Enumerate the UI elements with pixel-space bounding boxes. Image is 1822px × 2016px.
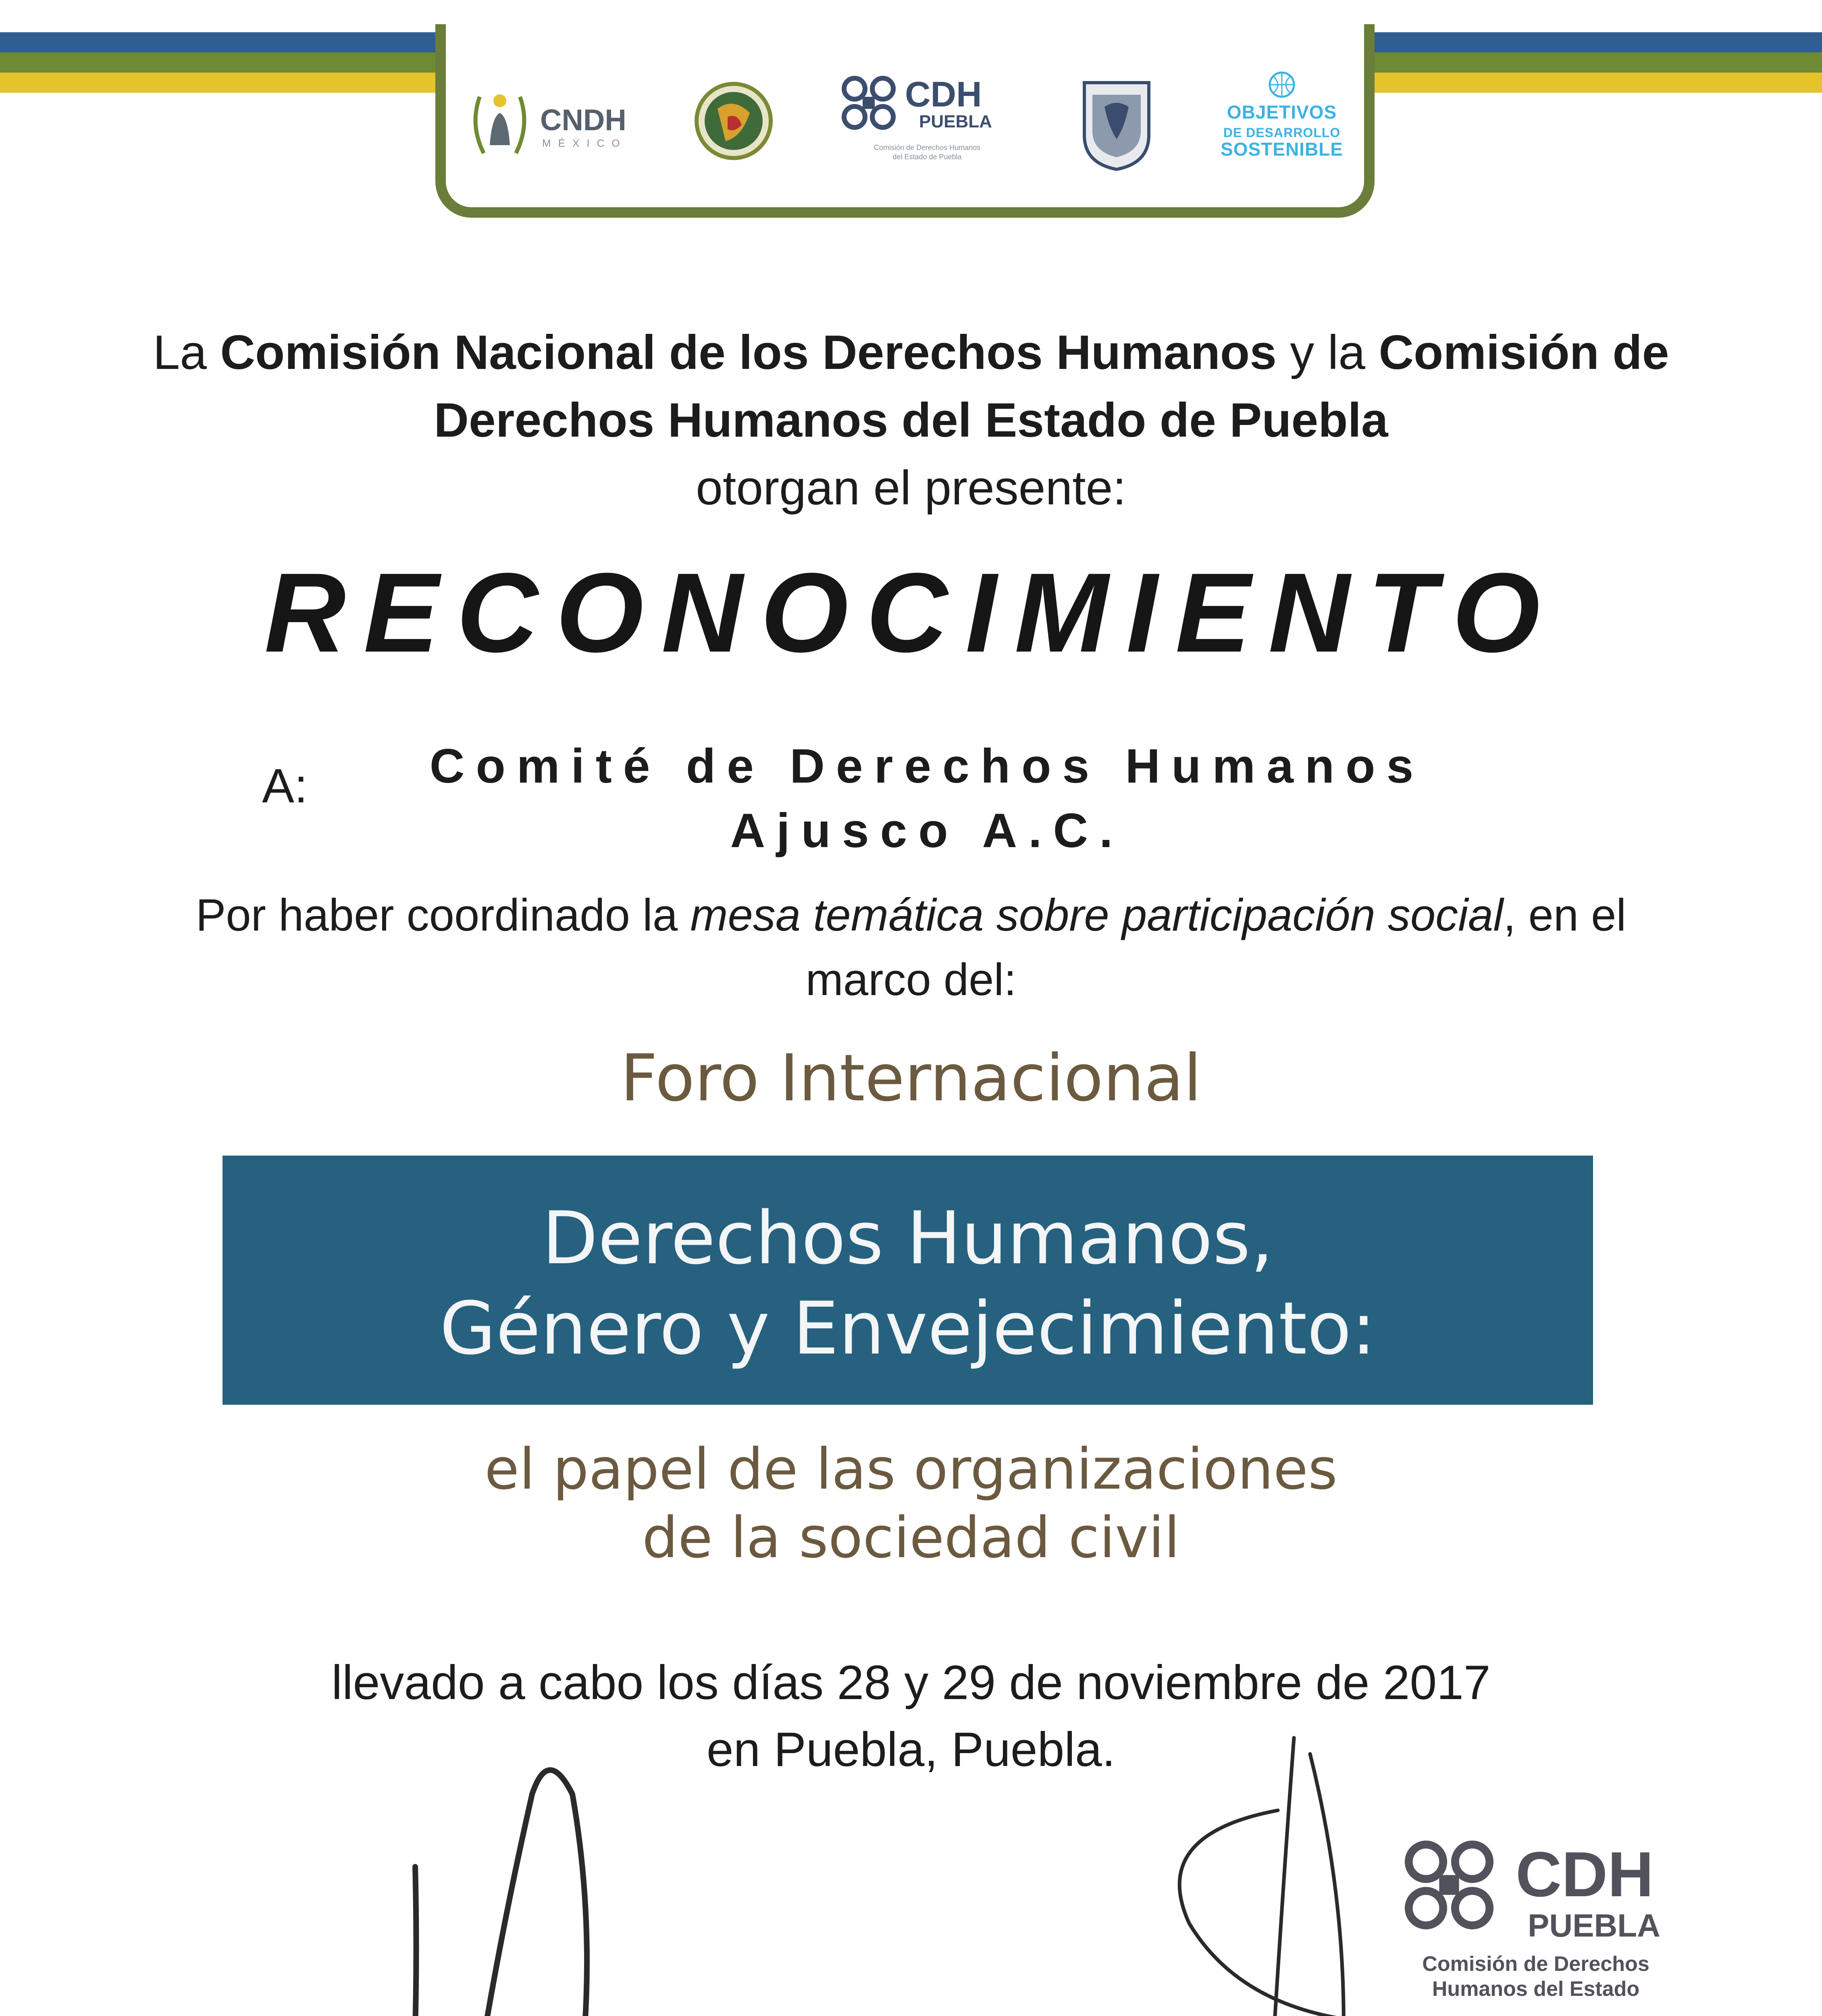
cdh-puebla-stamp (1399, 1831, 1673, 2016)
ods-logo (1213, 71, 1350, 171)
stamp-line-2: Humanos del Estado (1432, 1977, 1640, 2001)
intro-org1: Comisión Nacional de los Derechos Humanos (220, 325, 1277, 379)
ods-line-1: OBJETIVOS (1227, 102, 1337, 123)
forum-subtitle-line-2: de la sociedad civil (642, 1505, 1180, 1571)
event-date-line-2: en Puebla, Puebla. (706, 1722, 1116, 1776)
reason-prefix: Por haber coordinado la (196, 890, 691, 940)
un-globe-icon (1268, 71, 1296, 99)
reason-italic: mesa temática sobre participación social (690, 890, 1504, 940)
cdh-puebla-logo (838, 75, 1016, 171)
intro-prefix: La (153, 325, 220, 379)
recipient-label: A: (262, 759, 308, 813)
stamp-line-1: Comisión de Derechos (1422, 1952, 1649, 1976)
forum-title-line-2: Género y Envejecimiento: (439, 1287, 1376, 1371)
certificate-title: RECONOCIMIENTO (264, 550, 1558, 676)
unam-logo (1076, 79, 1157, 171)
cdh-logo-subtext: PUEBLA (919, 112, 992, 131)
intro-suffix: otorgan el presente: (696, 461, 1126, 515)
stamp-sub: PUEBLA (1528, 1908, 1660, 1943)
ods-line-2: DE DESARROLLO (1223, 125, 1341, 140)
cndh-emblem-icon (468, 85, 532, 161)
puebla-emblem-logo (693, 81, 774, 169)
event-date (121, 1649, 1701, 1783)
forum-subtitle-line-1: el papel de las organizaciones (485, 1437, 1337, 1502)
intro-org2: Comisión de Derechos Humanos del Estado de Puebla (434, 325, 1669, 447)
stamp-emblem-icon (1399, 1839, 1500, 1931)
cndh-logo (468, 85, 669, 165)
cdh-emblem-icon (838, 75, 899, 131)
handwritten-signature-left (322, 1746, 766, 2016)
cdh-logo-caption-1: Comisión de Derechos Humanos (874, 144, 981, 152)
cdh-logo-caption-2: del Estado de Puebla (892, 152, 962, 161)
recipient-line-2: Ajusco A.C. (730, 804, 1124, 858)
stamp-name: CDH (1516, 1839, 1654, 1910)
forum-subtitle (121, 1435, 1701, 1572)
cdh-logo-text: CDH (905, 74, 982, 114)
unam-shield-icon (1076, 79, 1157, 171)
cndh-logo-subtext: MÉXICO (542, 137, 627, 149)
event-date-line-1: llevado a cabo los días 28 y 29 de noviembre de 2017 (331, 1656, 1491, 1710)
intro-paragraph (81, 319, 1741, 522)
forum-title-line-1: Derechos Humanos, (542, 1196, 1274, 1281)
intro-middle: y la (1276, 325, 1379, 379)
forum-title (223, 1193, 1593, 1374)
reason-paragraph (161, 883, 1661, 1012)
ods-line-3: SOSTENIBLE (1221, 139, 1343, 160)
forum-label: Foro Internacional (620, 1040, 1202, 1116)
recipient-name (282, 734, 1572, 863)
recipient-line-1: Comité de Derechos Humanos (429, 739, 1425, 793)
header-stripes-left (0, 32, 464, 93)
header-stripes-right (1358, 32, 1822, 93)
cndh-logo-text: CNDH (540, 103, 626, 137)
puebla-emblem-icon (693, 81, 774, 169)
reason-suffix: , en el marco del: (805, 890, 1626, 1005)
